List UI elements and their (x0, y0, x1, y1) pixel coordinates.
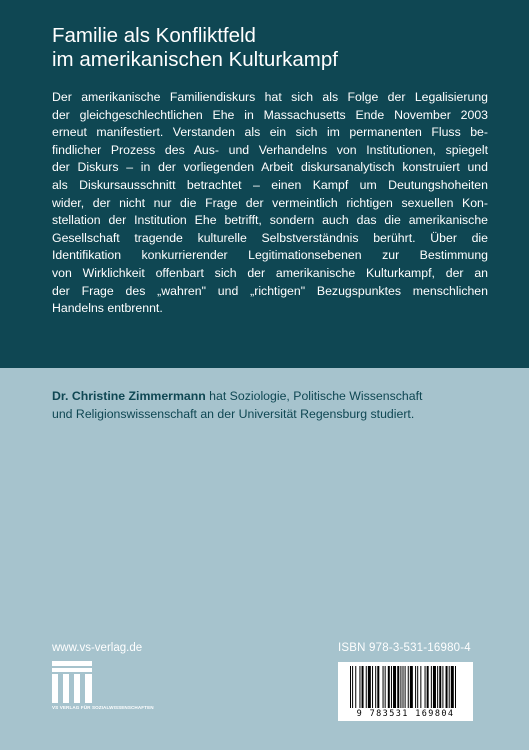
author-bio-line (52, 388, 488, 406)
barcode-bar (368, 666, 371, 708)
barcode-bar (439, 666, 441, 708)
isbn-barcode (338, 662, 473, 721)
barcode-bar (420, 666, 421, 708)
barcode-bar (366, 666, 367, 708)
barcode-bar (437, 666, 438, 708)
barcode-bar (433, 666, 436, 708)
barcode-bar (442, 666, 443, 708)
barcode-digits: 9 783531 169804 (356, 709, 455, 719)
barcode-bar (359, 666, 360, 708)
blurb-line: Gesellschaft tragende kulturelle Selbstverständnis berührt. Über die (52, 230, 488, 245)
vs-verlag-logo (52, 661, 192, 721)
barcode-bar (397, 666, 399, 708)
barcode-bar (350, 666, 351, 708)
blurb-line: erneut manifestiert. Verstanden als ein sich im permanenten Fluss be- (52, 125, 488, 140)
blurb-line: der gleichgeschlechtlichen Ehe in Massachusetts Ende November 2003 (52, 107, 488, 122)
barcode-bar (375, 666, 376, 708)
barcode-bar (362, 666, 364, 708)
barcode-bar (455, 666, 456, 708)
barcode-bar (415, 666, 416, 708)
title-line: im amerikanischen Kulturkampf (52, 48, 338, 71)
blurb-line: als Diskursausschnitt betrachtet – einen Kampf um Deutungshoheiten (52, 177, 488, 192)
blurb-line: Identifikation konkurrierender Legitimationsebenen zur Bestimmung (52, 248, 488, 263)
blurb-line: Handelns entbrennt. (52, 301, 163, 316)
author-bio-line: und Religionswissenschaft an der Universität Regensburg studiert. (52, 406, 415, 421)
barcode-bar (355, 666, 356, 708)
barcode-bars (338, 662, 473, 710)
blurb-line: wider, der nicht nur die Frage der vermeintlich richtigen sexuellen Kon- (52, 195, 488, 210)
barcode-bar (405, 666, 406, 708)
barcode-bar (377, 666, 379, 708)
barcode-bar (385, 666, 386, 708)
barcode-bar (427, 666, 429, 708)
author-bio-text: hat Soziologie, Politische Wissenschaft (205, 389, 423, 403)
barcode-bar (446, 666, 448, 708)
barcode-bar (388, 666, 390, 708)
barcode-bar (383, 666, 384, 708)
barcode-bar (408, 666, 409, 708)
barcode-bar (417, 666, 418, 708)
title-line: Familie als Konfliktfeld (52, 24, 256, 47)
blurb-text (52, 89, 488, 318)
blurb-line: stellation der Institution Ehe betrifft, sondern auch das die amerikanische (52, 213, 488, 228)
barcode-bar (449, 666, 450, 708)
barcode-bar (410, 666, 413, 708)
barcode-bar (372, 666, 373, 708)
barcode-bar (431, 666, 432, 708)
author-bio (52, 388, 488, 423)
barcode-bar (400, 666, 401, 708)
barcode-bar (451, 666, 454, 708)
top-band (0, 0, 529, 368)
blurb-line: von Wirklichkeit offenbart sich der amerikanische Kulturkampf, der an (52, 265, 488, 280)
blurb-line: Der amerikanische Familiendiskurs hat sich als Folge der Legalisierung (52, 90, 488, 104)
blurb-line: der Frage des „wahren" und „richtigen" Bezugspunktes menschlichen (52, 283, 488, 298)
barcode-bar (393, 666, 396, 708)
barcode-bar (425, 666, 426, 708)
logo-tagline: VS VERLAG FÜR SOZIALWISSENSCHAFTEN (52, 705, 154, 710)
blurb-line: findlicher Prozess des Aus- und Verhandelns von Institutionen, spiegelt (52, 142, 488, 157)
vs-verlag-logo-icon (52, 661, 92, 703)
publisher-website[interactable]: www.vs-verlag.de (52, 642, 143, 654)
blurb-line: der Diskurs – in der vorliegenden Arbeit diskursanalytisch konstruiert und (52, 160, 488, 175)
isbn-label: ISBN 978-3-531-16980-4 (338, 642, 471, 654)
barcode-bar (352, 666, 353, 708)
author-name: Dr. Christine Zimmermann (52, 389, 206, 403)
book-title (52, 24, 492, 72)
barcode-bar (391, 666, 392, 708)
barcode-bar (403, 666, 404, 708)
